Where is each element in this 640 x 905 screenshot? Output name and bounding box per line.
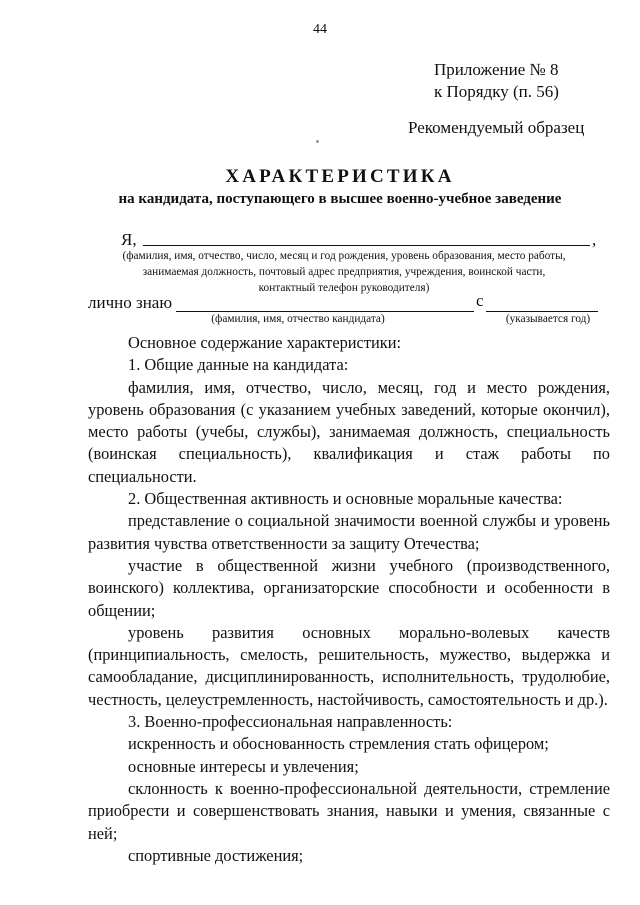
body-paragraph: фамилия, имя, отчество, число, месяц, год и место рождения, уровень образования (с указанием учебных заведений, которые окончил), место работы (учебы, службы), занимаемая должность, специальность (воинская специальность), квалификация и стаж работы по специальности.	[88, 377, 610, 486]
body-paragraph: 3. Военно-профессиональная направленность:	[128, 712, 453, 732]
body-paragraph: участие в общественной жизни учебного (производственного, воинского) коллектива, организаторские способности и особенности в общении;	[88, 555, 610, 620]
scan-speck	[316, 140, 319, 143]
body-paragraph: представление о социальной значимости военной службы и уровень развития чувства ответственности за защиту Отечества;	[88, 511, 610, 553]
author-note-line-1: (фамилия, имя, отчество, число, месяц и год рождения, уровень образования, место работы,	[122, 250, 566, 262]
candidate-note: (фамилия, имя, отчество кандидата)	[211, 313, 385, 325]
appendix-line-1: Приложение № 8	[434, 60, 559, 79]
body-paragraph: уровень развития основных морально-волевых качеств (принципиальность, смелость, решительность, мужество, выдержка и самообладание, дисциплинированность, исполнительность, трудолюбие, честность, целеустремленность, настойчивость, самостоятельность и др.).	[88, 622, 610, 709]
year-note: (указывается год)	[505, 313, 591, 325]
body-paragraph: склонность к военно-профессиональной деятельности, стремление приобрести и совершенствовать знания, навыки и умения, связанные с ней;	[88, 778, 610, 843]
document-title: ХАРАКТЕРИСТИКА	[225, 166, 455, 187]
body-paragraph: 1. Общие данные на кандидата:	[128, 355, 349, 375]
page-number: 44	[313, 22, 327, 37]
characteristic-body	[88, 332, 610, 867]
document-subtitle: на кандидата, поступающего в высшее военно-учебное заведение	[118, 191, 562, 207]
lichno-znayu-label: лично знаю	[88, 293, 173, 312]
body-paragraph: искренность и обоснованность стремления стать офицером;	[128, 734, 549, 754]
body-paragraph: Основное содержание характеристики:	[128, 333, 402, 352]
candidate-fill-line	[176, 311, 474, 312]
comma-label: ,	[592, 230, 597, 249]
ya-label: Я,	[121, 230, 137, 249]
author-note-line-3: контактный телефон руководителя)	[258, 282, 430, 294]
body-paragraph: основные интересы и увлечения;	[128, 756, 359, 776]
since-label: с	[476, 291, 484, 310]
author-fill-line	[143, 245, 590, 246]
year-fill-line	[486, 311, 598, 312]
body-paragraph: спортивные достижения;	[128, 845, 304, 865]
body-paragraph: 2. Общественная активность и основные моральные качества:	[128, 489, 563, 509]
appendix-line-2: к Порядку (п. 56)	[434, 82, 559, 101]
sample-label: Рекомендуемый образец	[408, 118, 585, 137]
author-note-line-2: занимаемая должность, почтовый адрес предприятия, учреждения, воинской части,	[142, 266, 546, 278]
